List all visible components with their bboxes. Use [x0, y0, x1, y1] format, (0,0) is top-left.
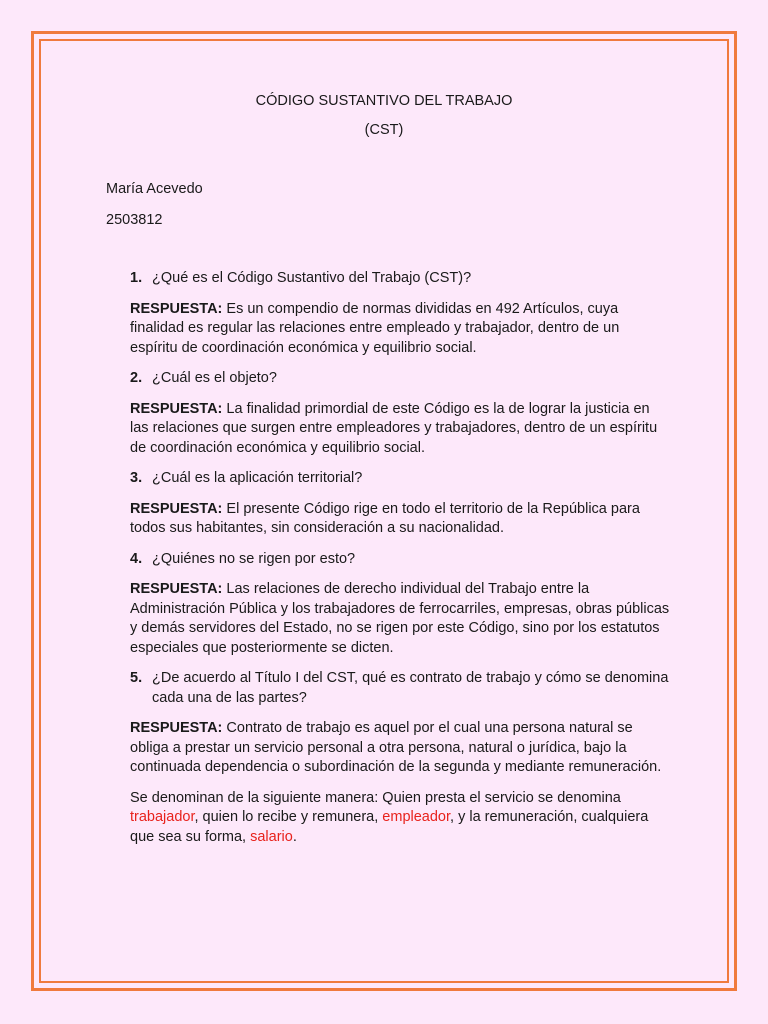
answer-4	[130, 580, 670, 658]
question-5	[130, 669, 670, 708]
question-text: ¿Cuál es el objeto?	[152, 370, 277, 386]
term-empleador: empleador	[382, 809, 451, 825]
question-text: ¿Qué es el Código Sustantivo del Trabajo (CST)?	[152, 270, 472, 286]
question-4	[130, 550, 670, 570]
answer-label: RESPUESTA:	[130, 300, 223, 317]
question-number: 3.	[130, 470, 143, 486]
answer-label: RESPUESTA:	[130, 400, 223, 417]
question-2	[130, 369, 670, 389]
question-3	[130, 469, 670, 489]
question-text: ¿Cuál es la aplicación territorial?	[152, 470, 363, 486]
term-salario: salario	[250, 828, 293, 845]
question-number: 4.	[130, 550, 143, 567]
closing-paragraph	[130, 789, 670, 848]
closing-text-3: , y la remuneración, cualquiera que sea su forma,	[130, 809, 649, 845]
closing-text-4: .	[292, 828, 297, 845]
question-text: ¿Quiénes no se rigen por esto?	[152, 550, 356, 567]
answer-text: La finalidad primordial de este Código es la de lograr la justicia en las relaciones que surgen entre empleadores y trabajadores, dentro de un espíritu de coordinación económica y equilibrio social.	[130, 400, 658, 456]
answer-text: El presente Código rige en todo el territorio de la República para todos sus habitantes, sin consideración a su nacionalidad.	[130, 500, 640, 536]
closing-text-2: , quien lo recibe y remunera,	[194, 809, 383, 825]
answer-text: Es un compendio de normas divididas en 492 Artículos, cuya finalidad es regular las relaciones entre empleado y trabajador, dentro de un espíritu de coordinación económica y equilibrio social.	[130, 300, 620, 356]
author-id: 2503812	[106, 212, 163, 228]
closing-text-1: Se denominan de la siguiente manera: Quien presta el servicio se denomina	[130, 789, 621, 806]
answer-label: RESPUESTA:	[130, 500, 223, 517]
document-subtitle: (CST)	[364, 122, 404, 138]
qa-list	[130, 269, 670, 858]
answer-3	[130, 500, 670, 539]
question-number: 2.	[130, 370, 143, 386]
author-name: María Acevedo	[106, 181, 203, 197]
answer-text: Las relaciones de derecho individual del Trabajo entre la Administración Pública y los trabajadores de ferrocarriles, empresas, obras públicas y demás servidores del Estado, no se rigen por este Código, sino por los estatutos especiales que posteriormente se dicten.	[130, 581, 670, 656]
answer-2	[130, 400, 670, 459]
answer-label: RESPUESTA:	[130, 720, 223, 736]
question-number: 5.	[130, 670, 143, 686]
question-text: ¿De acuerdo al Título I del CST, qué es contrato de trabajo y cómo se denomina cada una de las partes?	[152, 670, 669, 706]
answer-text: Contrato de trabajo es aquel por el cual una persona natural se obliga a prestar un servicio personal a otra persona, natural o jurídica, bajo la continuada dependencia o subordinación de la segunda y mediante remuneración.	[130, 720, 662, 775]
answer-label: RESPUESTA:	[130, 581, 223, 597]
answer-5	[130, 719, 670, 778]
answer-1	[130, 300, 670, 359]
document-title: CÓDIGO SUSTANTIVO DEL TRABAJO	[255, 93, 513, 109]
term-trabajador: trabajador	[130, 809, 195, 825]
question-1	[130, 269, 670, 289]
question-number: 1.	[130, 270, 143, 286]
